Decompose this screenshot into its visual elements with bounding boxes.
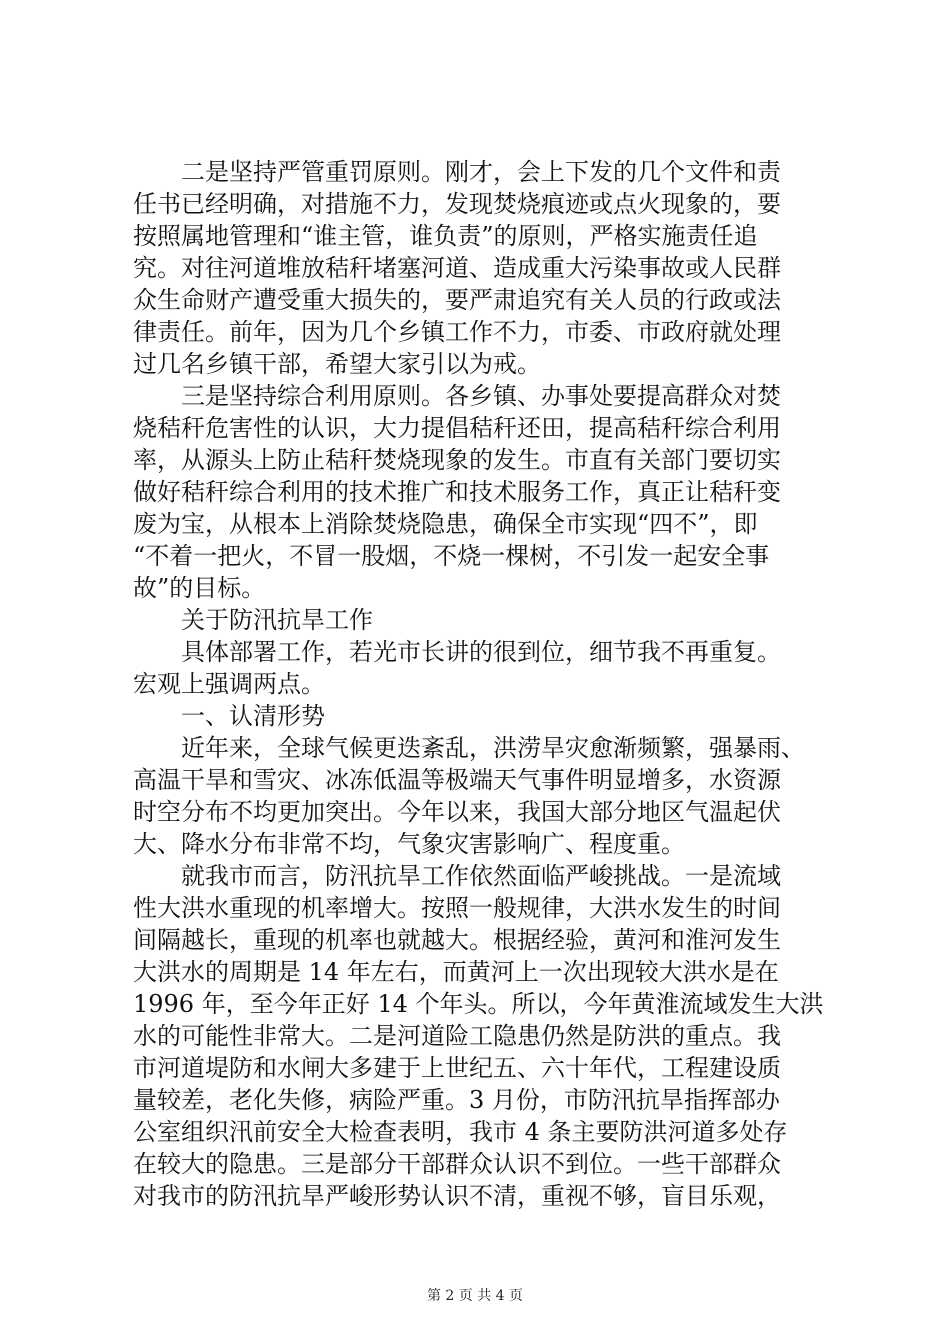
- paragraph-line: 大、降水分布非常不均，气象灾害影响广、程度重。: [133, 830, 685, 858]
- paragraph-line: 性大洪水重现的机率增大。按照一般规律，大洪水发生的时间: [133, 894, 781, 922]
- paragraph-line: “不着一把火，不冒一股烟，不烧一棵树，不引发一起安全事: [133, 542, 770, 570]
- paragraph-line: 对我市的防汛抗旱严峻形势认识不清，重视不够，盲目乐观，: [133, 1182, 781, 1210]
- paragraph-line: 究。对往河道堆放秸秆堵塞河道、造成重大污染事故或人民群: [133, 254, 781, 282]
- page-number-footer: 第 2 页 共 4 页: [426, 1288, 524, 1304]
- paragraph-line: 做好秸秆综合利用的技术推广和技术服务工作，真正让秸秆变: [133, 478, 781, 506]
- paragraph-line: 近年来，全球气候更迭紊乱，洪涝旱灾愈渐频繁，强暴雨、: [181, 734, 805, 762]
- paragraph-line: 1996 年，至今年正好 14 个年头。所以，今年黄淮流域发生大洪: [133, 990, 824, 1018]
- paragraph-line: 众生命财产遭受重大损失的，要严肃追究有关人员的行政或法: [133, 286, 781, 314]
- paragraph-line: 就我市而言，防汛抗旱工作依然面临严峻挑战。一是流域: [181, 862, 781, 890]
- paragraph-line: 按照属地管理和“谁主管，谁负责”的原则，严格实施责任追: [133, 222, 758, 250]
- paragraph-line: 高温干旱和雪灾、冰冻低温等极端天气事件明显增多，水资源: [133, 766, 781, 794]
- paragraph-line: 市河道堤防和水闸大多建于上世纪五、六十年代，工程建设质: [133, 1054, 781, 1082]
- paragraph-line: 律责任。前年，因为几个乡镇工作不力，市委、市政府就处理: [133, 318, 781, 346]
- paragraph-line: 率，从源头上防止秸秆焚烧现象的发生。市直有关部门要切实: [133, 446, 781, 474]
- paragraph-line: 水的可能性非常大。二是河道险工隐患仍然是防洪的重点。我: [133, 1022, 781, 1050]
- section-heading: 一、认清形势: [181, 702, 325, 730]
- paragraph-line: 在较大的隐患。三是部分干部群众认识不到位。一些干部群众: [133, 1150, 781, 1178]
- paragraph-line: 具体部署工作，若光市长讲的很到位，细节我不再重复。: [181, 638, 781, 666]
- paragraph-line: 时空分布不均更加突出。今年以来，我国大部分地区气温起伏: [133, 798, 781, 826]
- paragraph-line: 大洪水的周期是 14 年左右，而黄河上一次出现较大洪水是在: [133, 958, 779, 986]
- paragraph-line: 宏观上强调两点。: [133, 670, 325, 698]
- paragraph-line: 公室组织汛前安全大检查表明，我市 4 条主要防洪河道多处存: [133, 1118, 788, 1146]
- paragraph-line: 量较差，老化失修，病险严重。3 月份，市防汛抗旱指挥部办: [133, 1086, 780, 1114]
- paragraph-line: 过几名乡镇干部，希望大家引以为戒。: [133, 350, 541, 378]
- paragraph-line: 间隔越长，重现的机率也就越大。根据经验，黄河和淮河发生: [133, 926, 781, 954]
- paragraph-line: 三是坚持综合利用原则。各乡镇、办事处要提高群众对焚: [181, 382, 781, 410]
- paragraph-line: 废为宝，从根本上消除焚烧隐患，确保全市实现“四不”，即: [133, 510, 758, 538]
- document-body: [133, 156, 833, 1212]
- section-heading: 关于防汛抗旱工作: [181, 606, 373, 634]
- paragraph-line: 二是坚持严管重罚原则。刚才，会上下发的几个文件和责: [181, 158, 781, 186]
- paragraph-line: 烧秸秆危害性的认识，大力提倡秸秆还田，提高秸秆综合利用: [133, 414, 781, 442]
- paragraph-line: 任书已经明确，对措施不力，发现焚烧痕迹或点火现象的，要: [133, 190, 781, 218]
- paragraph-line: 故”的目标。: [133, 574, 266, 602]
